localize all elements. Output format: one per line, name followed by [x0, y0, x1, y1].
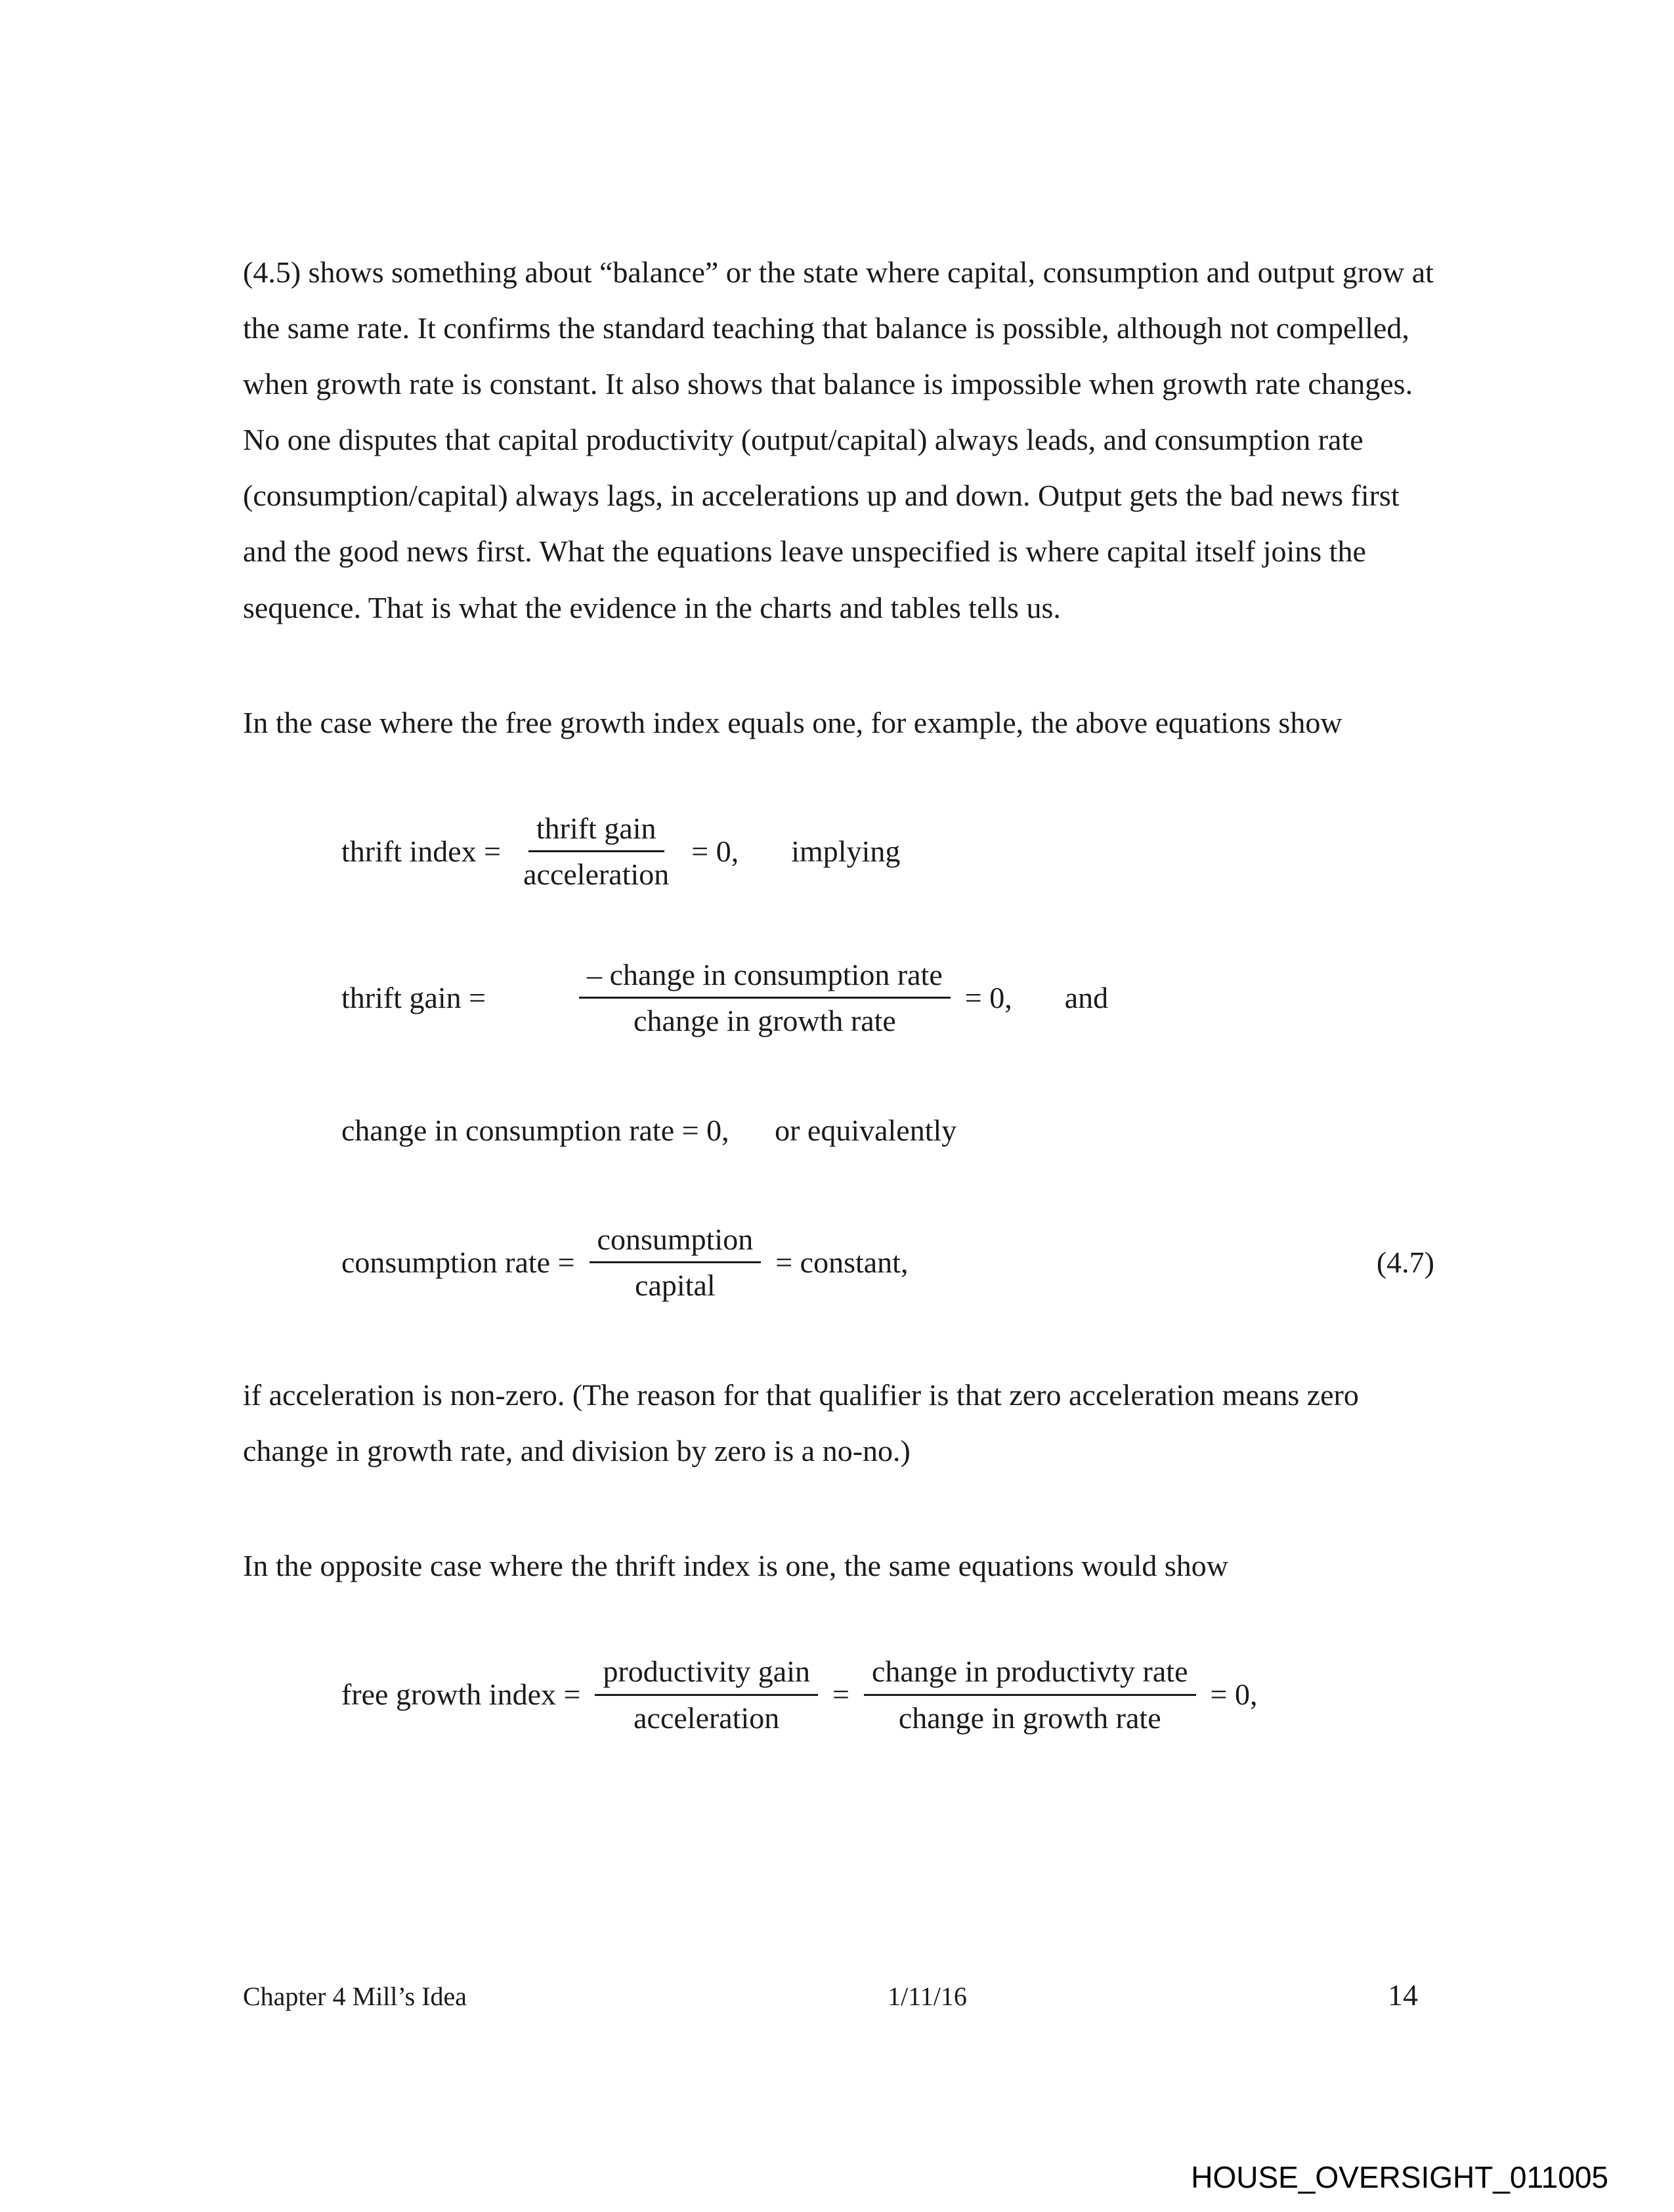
fraction — [864, 1653, 1196, 1737]
paragraph-opposite-case: In the opposite case where the thrift index is one, the same equations would show — [243, 1549, 1229, 1583]
footer-chapter-title: Chapter 4 Mill’s Idea — [243, 1982, 467, 2011]
equation-rhs: = 0, — [964, 980, 1012, 1014]
footer-page-number: 14 — [1387, 1978, 1418, 2012]
fraction-numerator: – change in consumption rate — [579, 956, 951, 999]
equation-tail: and — [1064, 980, 1109, 1014]
paragraph-acceleration-qualifier: if acceleration is non-zero. (The reason for that qualifier is that zero acceleration means zero change in growth rate, and division by zero is a no-no.) — [243, 1377, 1359, 1467]
equation-thrift-index — [341, 810, 1434, 894]
fraction — [595, 1653, 818, 1737]
paragraph-free-growth-intro: In the case where the free growth index equals one, for example, the above equations show — [243, 705, 1342, 739]
equation-free-growth-index — [341, 1653, 1434, 1737]
fraction-numerator: thrift gain — [528, 810, 664, 853]
fraction-denominator: acceleration — [633, 1701, 780, 1735]
equation-rhs: = constant, — [775, 1245, 909, 1279]
fraction-numerator: productivity gain — [595, 1653, 818, 1696]
equation-rhs: = 0, — [1210, 1678, 1258, 1712]
statement-text: change in consumption rate = 0, — [341, 1113, 729, 1147]
page-footer — [243, 1978, 1418, 2012]
equation-thrift-gain — [341, 956, 1434, 1040]
fraction-denominator: change in growth rate — [898, 1701, 1161, 1735]
equation-equals: = — [832, 1678, 849, 1712]
equation-lhs: consumption rate = — [341, 1245, 575, 1279]
fraction-denominator: change in growth rate — [633, 1004, 896, 1038]
equation-number: (4.7) — [1376, 1245, 1434, 1279]
equation-consumption-rate — [341, 1221, 1434, 1305]
equation-tail: implying — [791, 834, 901, 868]
document-body — [243, 244, 1434, 1799]
fraction — [579, 956, 951, 1040]
fraction-denominator: acceleration — [523, 857, 670, 892]
fraction — [515, 810, 677, 894]
paragraph-balance: (4.5) shows something about “balance” or the state where capital, consumption and output grow at the same rate. It confirms the standard teaching that balance is possible, although not compelled, when growth rate is constant. It also shows that balance is impossible when growth rate changes. No one disputes that capital productivity (output/capital) always leads, and consumption rate (consumption/capital) always lags, in accelerations up and down. Output gets the bad news first and the good news first. What the equations leave unspecified is where capital itself joins the sequence. That is what the evidence in the charts and tables tells us. — [243, 255, 1434, 624]
equation-lhs: thrift gain = — [341, 980, 486, 1014]
fraction — [590, 1221, 762, 1305]
equation-rhs: = 0, — [691, 834, 739, 868]
fraction-numerator: change in productivty rate — [864, 1653, 1196, 1696]
statement-tail: or equivalently — [775, 1113, 957, 1147]
footer-date: 1/11/16 — [888, 1982, 967, 2011]
fraction-numerator: consumption — [590, 1221, 762, 1264]
fraction-denominator: capital — [635, 1269, 716, 1303]
line-change-in-consumption-rate — [341, 1102, 1434, 1158]
equation-lhs: free growth index = — [341, 1678, 581, 1712]
equation-lhs: thrift index = — [341, 834, 502, 868]
oversight-stamp: HOUSE_OVERSIGHT_011005 — [1191, 2160, 1608, 2194]
